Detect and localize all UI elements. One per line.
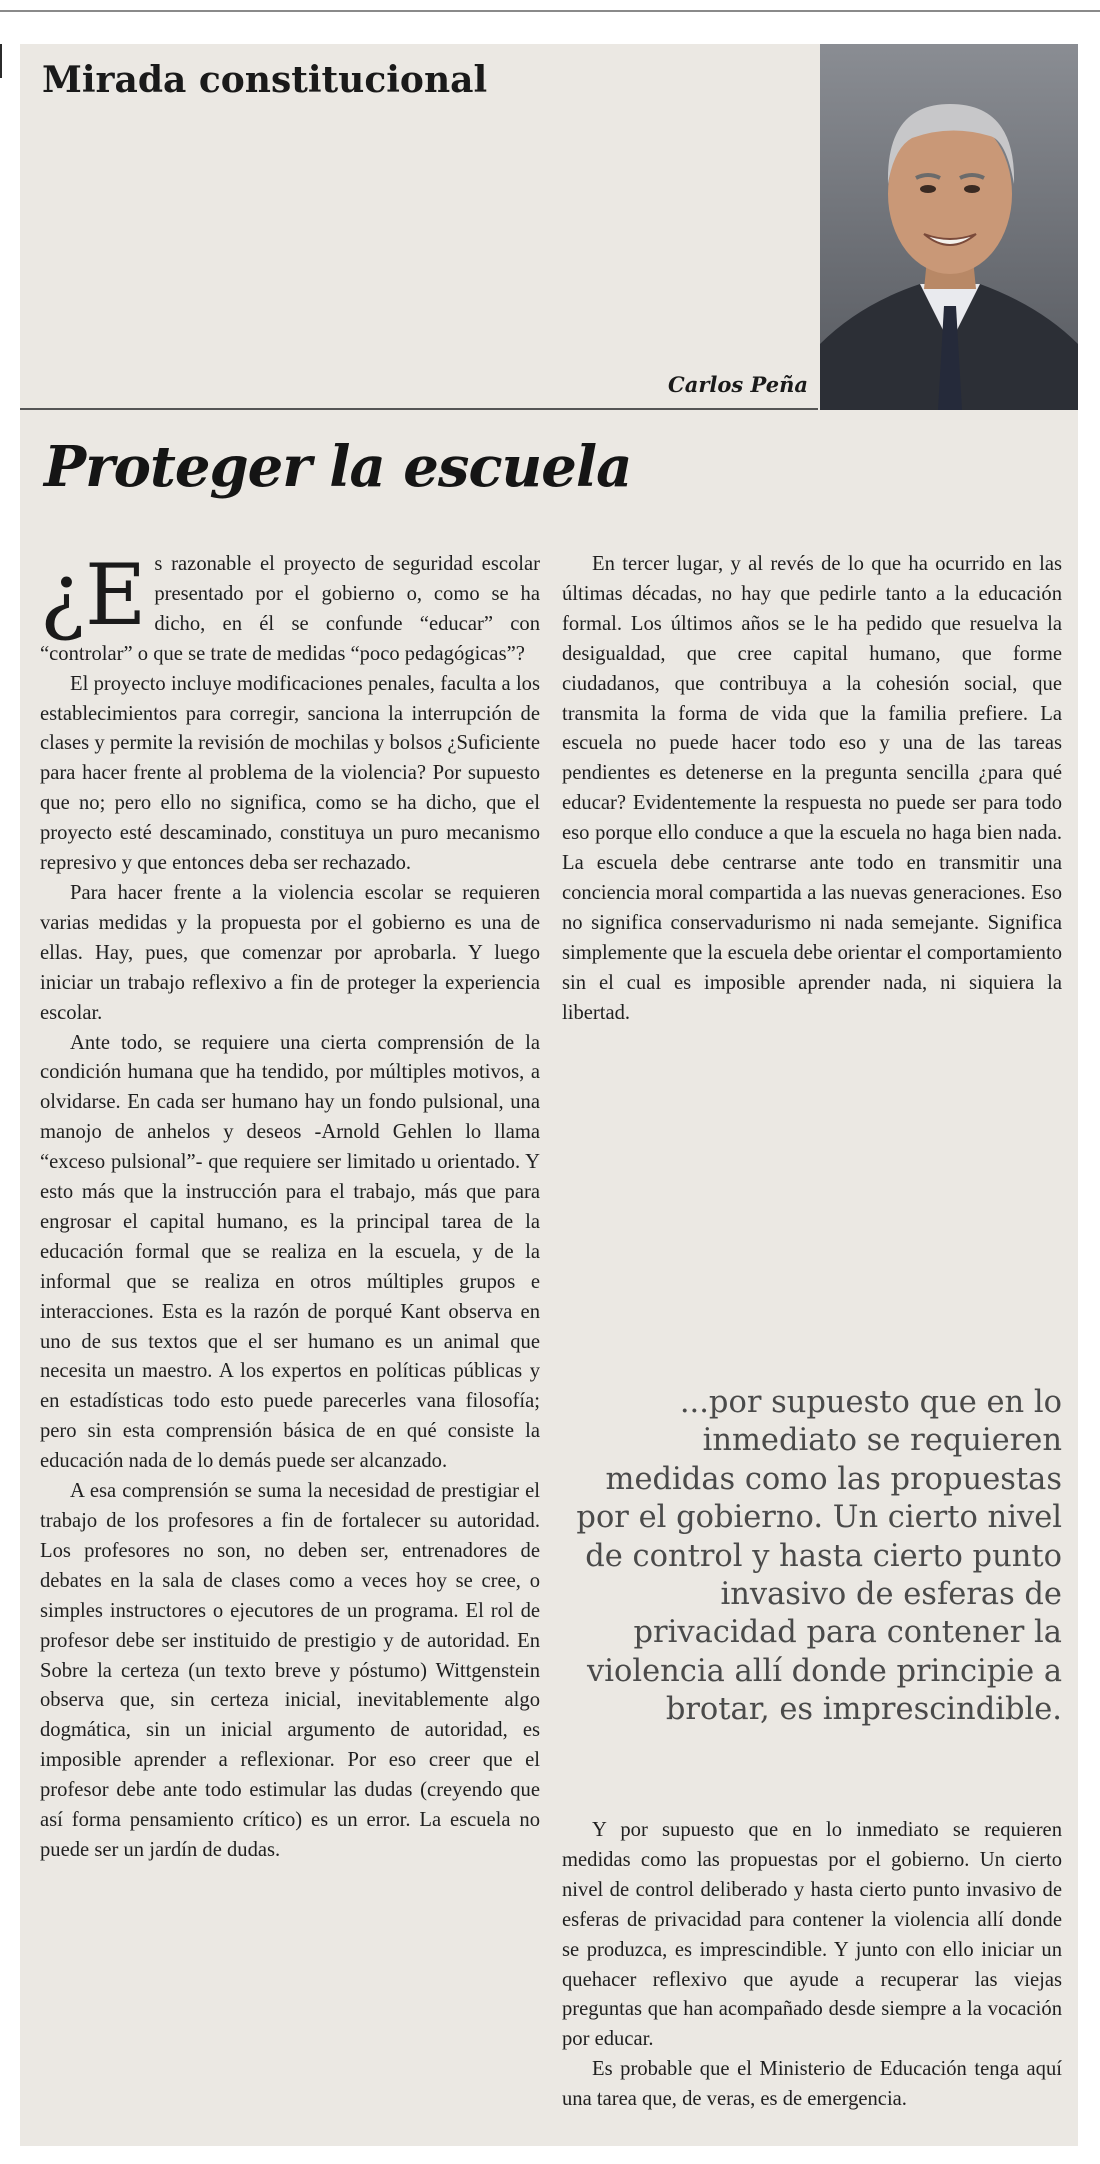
headline: Proteger la escuela [44, 434, 632, 500]
paragraph: Ante todo, se requiere una cierta comprensión de la condición humana que ha tendido, por múltiples motivos, a olvidarse. En cada ser humano hay un fondo pulsional, una manojo de anhelos y deseos -Arnold Gehlen lo llama “exceso pulsional”- que requiere ser limitado u orientado. Y esto más que la instrucción para el trabajo, más que para engrosar el capital humano, es la principal tarea de la educación formal que se realiza en la escuela, y de la informal que se realiza en otros múltiples grupos e interacciones. Esta es la razón de porqué Kant observa en uno de sus textos que el ser humano es un animal que necesita un maestro. A los expertos en políticas públicas y en estadísticas todo esto puede parecerles vana filosofía; pero sin esta comprensión básica de en qué consiste la educación nada de lo demás puede ser alcanzado. [40, 1031, 540, 1473]
paragraph: Para hacer frente a la violencia escolar se requieren varias medidas y la propuesta por el gobierno es una de ellas. Hay, pues, que comenzar por aprobarla. Y luego iniciar un trabajo reflexivo a fin de proteger la experiencia escolar. [40, 881, 540, 1024]
author-photo [820, 44, 1078, 410]
article-column-right-lower [562, 1816, 1062, 2115]
paragraph: Y por supuesto que en lo inmediato se requieren medidas como las propuestas por el gobierno. Un cierto nivel de control deliberado y hasta cierto punto invasivo de esferas de privacidad para contener la violencia allí donde se produzca, es imprescindible. Y junto con ello iniciar un quehacer reflexivo que ayude a recuperar las viejas preguntas que han acompañado desde siempre a la vocación por educar. [562, 1819, 1062, 2051]
paragraph: El proyecto incluye modificaciones penales, faculta a los establecimientos para corregir, sanciona la interrupción de clases y permite la revisión de mochilas y bolsos ¿Suficiente para hacer frente al problema de la violencia? Por supuesto que no; pero ello no significa, como se ha dicho, que el proyecto esté descaminado, constituya un puro mecanismo represivo y que entonces deba ser rechazado. [40, 672, 540, 875]
article-column-right [562, 550, 1062, 1029]
margin-mark [0, 44, 2, 78]
header-rule [20, 408, 818, 410]
pull-quote: ...por supuesto que en lo inmediato se requieren medidas como las propuestas por el gobierno. Un cierto nivel de control y hasta cierto punto invasivo de esferas de privacidad para contener la violencia allí donde principie a brotar, es imprescindible. [576, 1385, 1062, 1728]
column-header [20, 44, 1078, 409]
top-rule [0, 10, 1100, 12]
paragraph: En tercer lugar, y al revés de lo que ha ocurrido en las últimas décadas, no hay que pedirle tanto a la educación formal. Los últimos años se le ha pedido que resuelva la desigualdad, que cree capital humano, que forme ciudadanos, que contribuya a la cohesión social, que transmita la forma de vida que la familia prefiere. La escuela no puede hacer todo eso y una de las tareas pendientes es detenerse en la pregunta sencilla ¿para qué educar? Evidentemente la respuesta no puede ser para todo eso porque ello conduce a que la escuela no haga bien nada. La escuela debe centrarse ante todo en transmitir una conciencia moral compartida a las nuevas generaciones. Eso no significa conservadurismo ni nada semejante. Significa simplemente que la escuela debe orientar el comportamiento sin el cual es imposible aprender nada, ni siquiera la libertad. [562, 553, 1062, 1024]
paragraph: Es probable que el Ministerio de Educación tenga aquí una tarea que, de veras, es de emergencia. [562, 2058, 1062, 2111]
paragraph-intro-text: s razonable el proyecto de seguridad escolar presentado por el gobierno o, como se ha dicho, en él se confunde “educar” con “controlar” o que se trate de medidas “poco pedagógicas”? [40, 553, 540, 665]
drop-cap: ¿E [40, 546, 147, 644]
article-column-left [40, 546, 540, 1866]
author-byline: Carlos Peña [668, 372, 808, 397]
author-portrait-icon [820, 44, 1078, 410]
section-title: Mirada constitucional [42, 59, 488, 101]
paragraph-intro [40, 546, 540, 670]
paragraph: A esa comprensión se suma la necesidad de prestigiar el trabajo de los profesores a fin de fortalecer su autoridad. Los profesores no son, no deben ser, entrenadores de debates en la sala de clases como a veces hoy se cree, o simples instructores o ejecutores de un programa. El rol de profesor debe ser instituido de prestigio y de autoridad. En Sobre la certeza (un texto breve y póstumo) Wittgenstein observa que, sin certeza inicial, inevitablemente algo dogmática, sin un inicial argumento de autoridad, es imposible aprender a reflexionar. Por eso creer que el profesor debe ante todo estimular las dudas (creyendo que así forma pensamiento crítico) es un error. La escuela no puede ser un jardín de dudas. [40, 1480, 540, 1861]
column-page [20, 44, 1078, 2146]
